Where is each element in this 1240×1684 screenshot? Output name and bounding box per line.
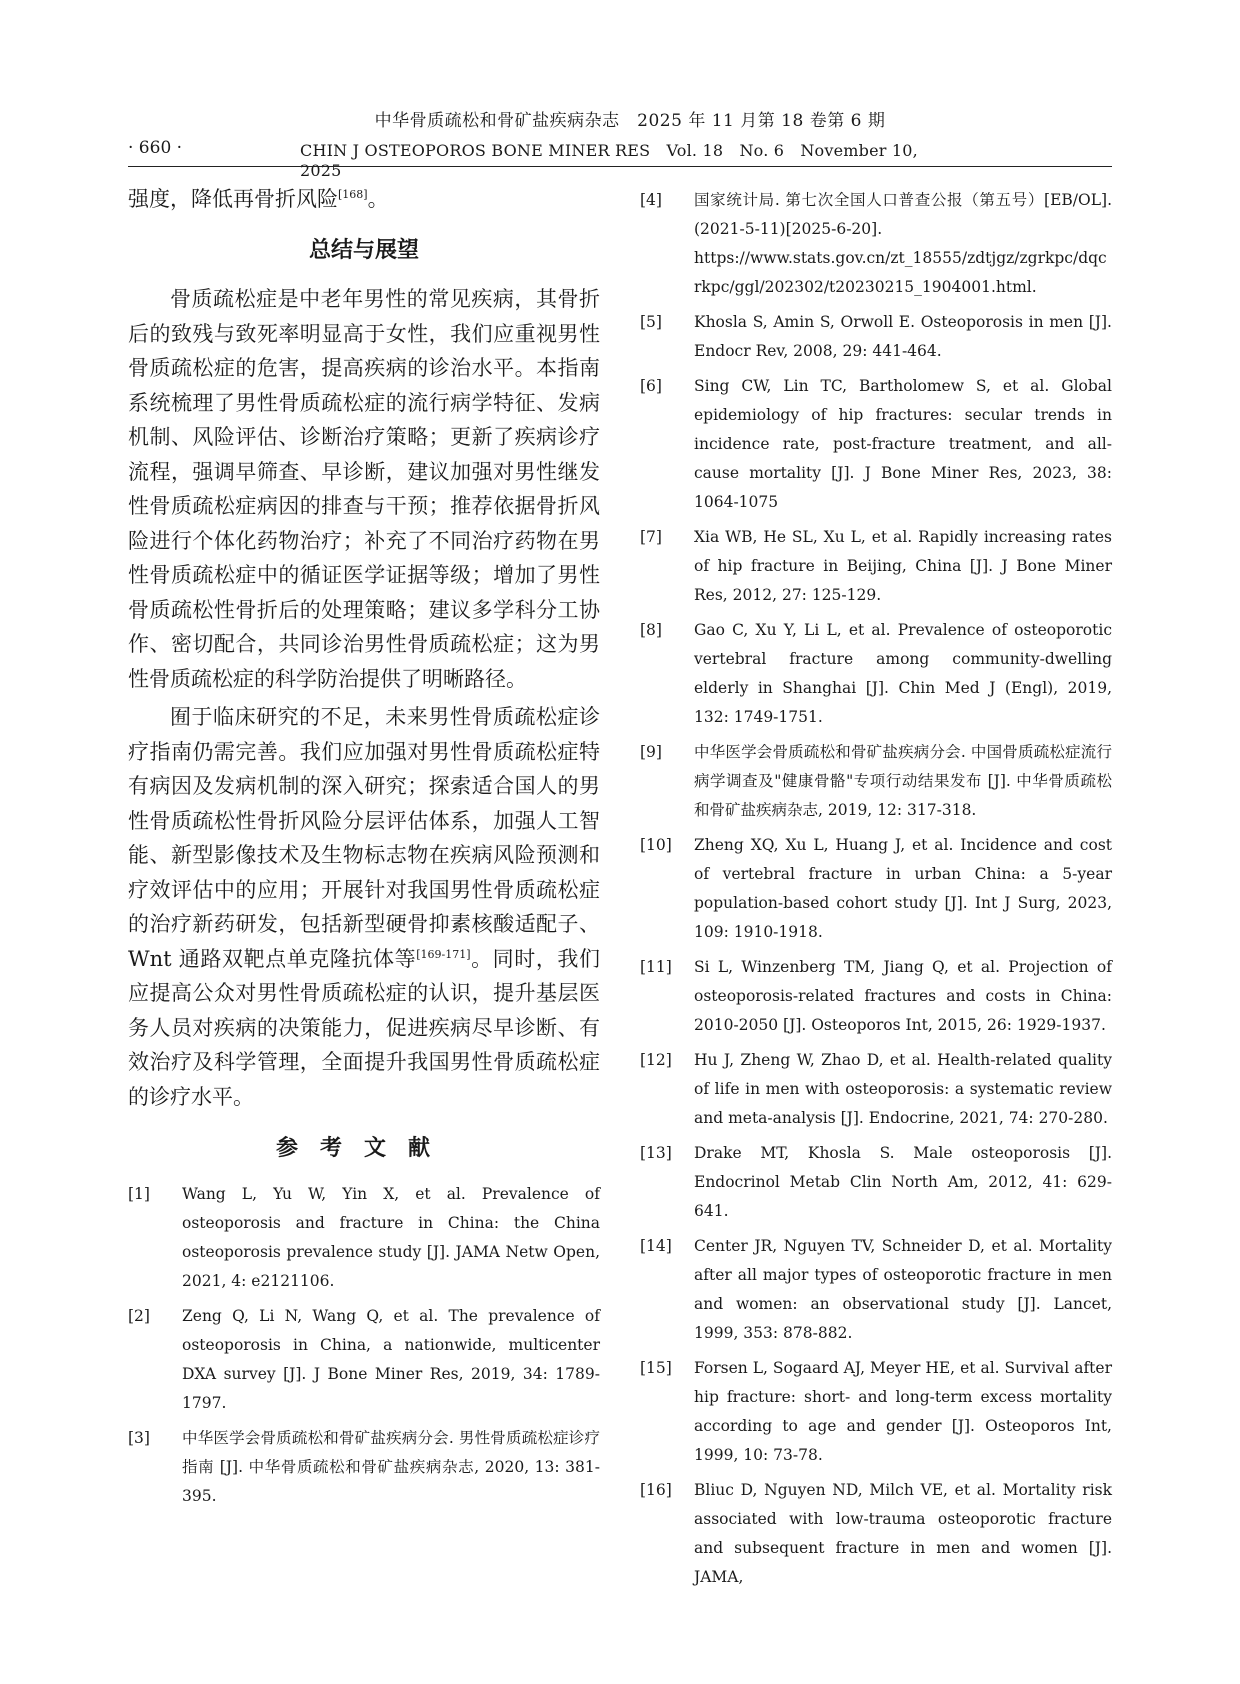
reference-item <box>640 738 1112 825</box>
page-number: · 660 · <box>128 138 183 158</box>
reference-number: [5] <box>640 313 662 331</box>
summary-paragraph-2 <box>128 700 600 1114</box>
reference-text: Khosla S, Amin S, Orwoll E. Osteoporosis in men [J]. Endocr Rev, 2008, 29: 441-464. <box>694 313 1112 360</box>
reference-number: [9] <box>640 743 662 761</box>
reference-number: [3] <box>128 1429 150 1447</box>
reference-number: [4] <box>640 191 662 209</box>
reference-item <box>128 1302 600 1418</box>
reference-list-left <box>128 1180 600 1511</box>
references-title: 参考文献 <box>275 1136 452 1161</box>
reference-item <box>128 1180 600 1296</box>
reference-item <box>640 1476 1112 1592</box>
continuation-text <box>128 182 600 216</box>
reference-text: Center JR, Nguyen TV, Schneider D, et al. Mortality after all major types of osteoporotic fracture in men and women: an observational study [J]. Lancet, 1999, 353: 878-882. <box>694 1237 1112 1342</box>
reference-number: [12] <box>640 1051 672 1069</box>
reference-list-right <box>640 186 1112 1592</box>
reference-item <box>640 616 1112 732</box>
reference-number: [13] <box>640 1144 672 1162</box>
reference-item <box>128 1424 600 1511</box>
reference-number: [16] <box>640 1481 672 1499</box>
reference-number: [8] <box>640 621 662 639</box>
section-title: 总结与展望 <box>308 238 419 263</box>
reference-item <box>640 831 1112 947</box>
reference-item <box>640 308 1112 366</box>
citation-superscript: [169-171] <box>416 947 471 961</box>
reference-item <box>640 1232 1112 1348</box>
reference-number: [1] <box>128 1185 150 1203</box>
reference-number: [14] <box>640 1237 672 1255</box>
reference-number: [7] <box>640 528 662 546</box>
reference-text: Xia WB, He SL, Xu L, et al. Rapidly increasing rates of hip fracture in Beijing, China [J]. J Bone Miner Res, 2012, 27: 125-129. <box>694 528 1112 604</box>
reference-item <box>640 186 1112 302</box>
reference-item <box>640 953 1112 1040</box>
reference-item <box>640 1139 1112 1226</box>
reference-item <box>640 1046 1112 1133</box>
reference-text: Hu J, Zheng W, Zhao D, et al. Health-related quality of life in men with osteoporosis: a systematic review and meta-analysis [J]. Endocrine, 2021, 74: 270-280. <box>694 1051 1112 1127</box>
continuation-end: 。 <box>367 187 389 211</box>
reference-text: Bliuc D, Nguyen ND, Milch VE, et al. Mortality risk associated with low-trauma osteoporotic fracture and subsequent fracture in men and women [J]. JAMA, <box>694 1481 1112 1586</box>
reference-text: Drake MT, Khosla S. Male osteoporosis [J]. Endocrinol Metab Clin North Am, 2012, 41: 629-641. <box>694 1144 1112 1220</box>
reference-text: 中华医学会骨质疏松和骨矿盐疾病分会. 男性骨质疏松症诊疗指南 [J]. 中华骨质疏松和骨矿盐疾病杂志, 2020, 13: 381-395. <box>182 1429 600 1505</box>
reference-number: [6] <box>640 377 662 395</box>
reference-item <box>640 523 1112 610</box>
reference-text: Forsen L, Sogaard AJ, Meyer HE, et al. Survival after hip fracture: short- and long-term excess mortality according to age and gender [J]. Osteoporos Int, 1999, 10: 73-78. <box>694 1359 1112 1464</box>
reference-text: Wang L, Yu W, Yin X, et al. Prevalence of osteoporosis and fracture in China: the China osteoporosis prevalence study [J]. JAMA Netw Open, 2021, 4: e2121106. <box>182 1185 600 1290</box>
reference-text: Sing CW, Lin TC, Bartholomew S, et al. Global epidemiology of hip fractures: secular trends in incidence rate, post-fracture treatment, and all-cause mortality [J]. J Bone Miner Res, 2023, 38: 1064-1075 <box>694 377 1112 511</box>
reference-number: [11] <box>640 958 672 976</box>
reference-item <box>640 1354 1112 1470</box>
reference-text: Zheng XQ, Xu L, Huang J, et al. Incidence and cost of vertebral fracture in urban China: a 5-year population-based cohort study [J]. Int J Surg, 2023, 109: 1910-1918. <box>694 836 1112 941</box>
citation-superscript: [168] <box>338 188 368 201</box>
header-rule <box>128 166 1112 167</box>
journal-title-en: CHIN J OSTEOPOROS BONE MINER RES Vol. 18 No. 6 November 10, 2025 <box>300 141 918 180</box>
reference-text: 国家统计局. 第七次全国人口普查公报（第五号）[EB/OL].(2021-5-11)[2025-6-20]. https://www.stats.gov.cn/zt_18555/zdtjgz/zgrkpc/dqcrkpc/ggl/202302/t20230215_1904001.html. <box>694 191 1112 296</box>
reference-item <box>640 372 1112 517</box>
summary-paragraph-1: 骨质疏松症是中老年男性的常见疾病，其骨折后的致残与致死率明显高于女性，我们应重视男性骨质疏松症的危害，提高疾病的诊治水平。本指南系统梳理了男性骨质疏松症的流行病学特征、发病机制、风险评估、诊断治疗策略；更新了疾病诊疗流程，强调早筛查、早诊断，建议加强对男性继发性骨质疏松症病因的排查与干预；推荐依据骨折风险进行个体化药物治疗；补充了不同治疗药物在男性骨质疏松症中的循证医学证据等级；增加了男性骨质疏松性骨折后的处理策略；建议多学科分工协作、密切配合，共同诊治男性骨质疏松症；这为男性骨质疏松症的科学防治提供了明晰路径。 <box>128 287 600 691</box>
continuation-body: 强度，降低再骨折风险 <box>128 187 338 211</box>
reference-text: Si L, Winzenberg TM, Jiang Q, et al. Projection of osteoporosis-related fractures and costs in China: 2010-2050 [J]. Osteoporos Int, 2015, 26: 1929-1937. <box>694 958 1112 1034</box>
reference-text: 中华医学会骨质疏松和骨矿盐疾病分会. 中国骨质疏松症流行病学调查及"健康骨骼"专项行动结果发布 [J]. 中华骨质疏松和骨矿盐疾病杂志, 2019, 12: 317-318. <box>694 743 1112 819</box>
paragraph-2-text-b: 。同时，我们应提高公众对男性骨质疏松症的认识，提升基层医务人员对疾病的决策能力，促进疾病尽早诊断、有效治疗及科学管理，全面提升我国男性骨质疏松症的诊疗水平。 <box>128 946 600 1109</box>
right-column <box>640 186 1112 1598</box>
reference-text: Zeng Q, Li N, Wang Q, et al. The prevalence of osteoporosis in China, a nationwide, multicenter DXA survey [J]. J Bone Miner Res, 2019, 34: 1789-1797. <box>182 1307 600 1412</box>
journal-title-cn: 中华骨质疏松和骨矿盐疾病杂志 2025 年 11 月第 18 卷第 6 期 <box>374 111 886 131</box>
reference-text: Gao C, Xu Y, Li L, et al. Prevalence of osteoporotic vertebral fracture among community-dwelling elderly in Shanghai [J]. Chin Med J (Engl), 2019, 132: 1749-1751. <box>694 621 1112 726</box>
reference-number: [15] <box>640 1359 672 1377</box>
left-column <box>128 182 600 1517</box>
reference-number: [10] <box>640 836 672 854</box>
reference-number: [2] <box>128 1307 150 1325</box>
paragraph-2-text-a: 囿于临床研究的不足，未来男性骨质疏松症诊疗指南仍需完善。我们应加强对男性骨质疏松症特有病因及发病机制的深入研究；探索适合国人的男性骨质疏松性骨折风险分层评估体系，加强人工智能、新型影像技术及生物标志物在疾病风险预测和疗效评估中的应用；开展针对我国男性骨质疏松症的治疗新药研发，包括新型硬骨抑素核酸适配子、Wnt 通路双靶点单克隆抗体等 <box>128 705 600 971</box>
